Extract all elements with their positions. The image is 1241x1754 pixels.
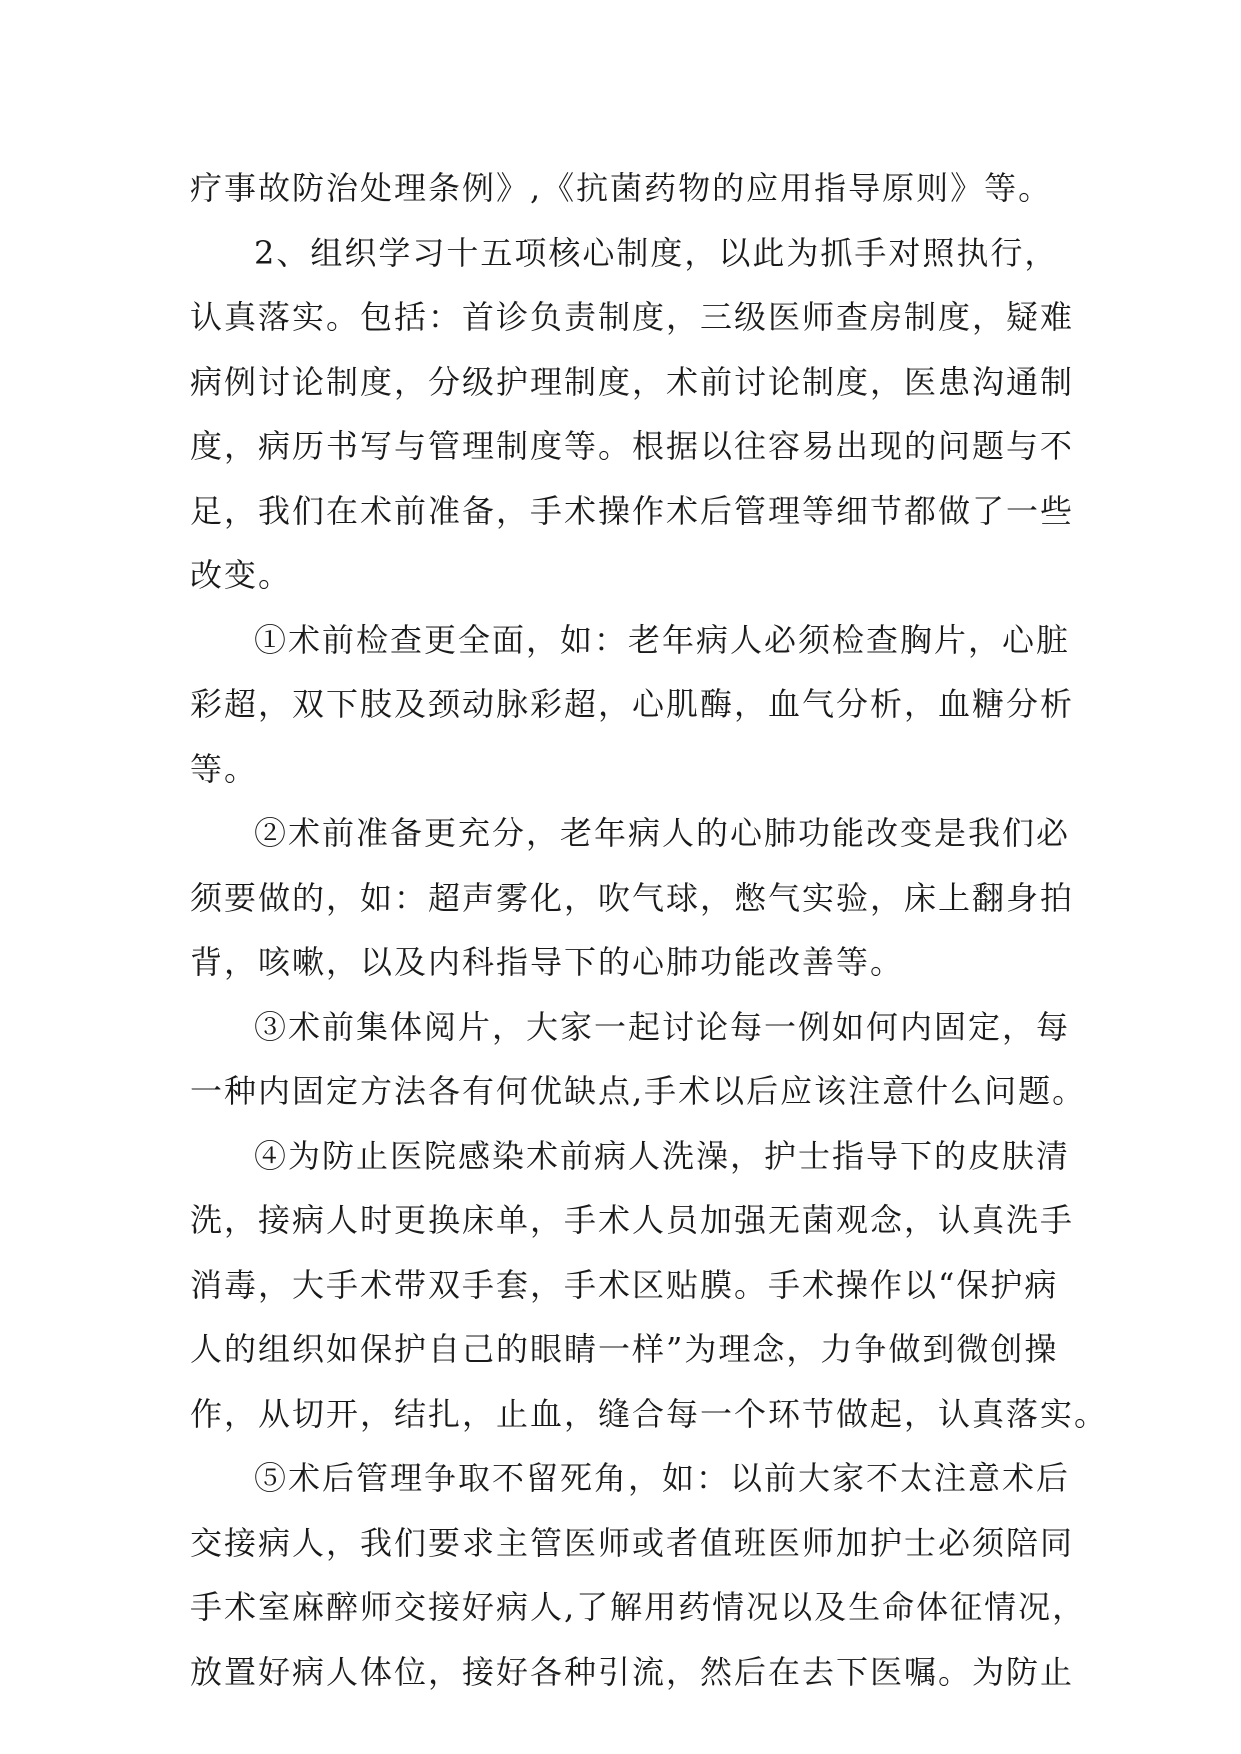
text-line: 等。 <box>190 749 259 788</box>
text-line: 须要做的，如：超声雾化，吹气球，憋气实验，床上翻身拍 <box>190 878 1075 917</box>
text-line: 一种内固定方法各有何优缺点,手术以后应该注意什么问题。 <box>190 1072 1087 1110</box>
text-line: 彩超，双下肢及颈动脉彩超，心肌酶，血气分析，血糖分析 <box>190 685 1075 723</box>
text-line: 放置好病人体位，接好各种引流，然后在去下医嘱。为防止 <box>190 1652 1075 1691</box>
text-line: 足，我们在术前准备，手术操作术后管理等细节都做了一些 <box>190 491 1075 530</box>
text-line: 改变。 <box>190 556 293 594</box>
text-line: 消毒，大手术带双手套，手术区贴膜。手术操作以“保护病 <box>190 1265 1059 1304</box>
text-line: 交接病人，我们要求主管医师或者值班医师加护士必须陪同 <box>190 1523 1075 1562</box>
paragraph-start-line: ①术前检查更全面，如：老年病人必须检查胸片，心脏 <box>254 620 1071 659</box>
text-line: 度，病历书写与管理制度等。根据以往容易出现的问题与不 <box>190 427 1075 465</box>
text-line: 背，咳嗽，以及内科指导下的心肺功能改善等。 <box>190 943 905 981</box>
text-line: 洗，接病人时更换床单，手术人员加强无菌观念，认真洗手 <box>190 1201 1075 1239</box>
paragraph-start-line: ③术前集体阅片，大家一起讨论每一例如何内固定，每 <box>254 1007 1071 1046</box>
text-line: 疗事故防治处理条例》,《抗菌药物的应用指导原则》等。 <box>190 169 1053 207</box>
text-line: 作，从切开，结扎，止血，缝合每一个环节做起，认真落实。 <box>190 1394 1109 1433</box>
paragraph-start-line: ⑤术后管理争取不留死角，如：以前大家不太注意术后 <box>254 1459 1071 1497</box>
text-line: 病例讨论制度，分级护理制度，术前讨论制度，医患沟通制 <box>190 362 1075 401</box>
text-line: 认真落实。包括：首诊负责制度，三级医师查房制度，疑难 <box>190 298 1075 336</box>
paragraph-start-line: ④为防止医院感染术前病人洗澡，护士指导下的皮肤清 <box>254 1136 1071 1175</box>
paragraph-start-line: ②术前准备更充分，老年病人的心肺功能改变是我们必 <box>254 814 1071 852</box>
paragraph-start-line: 2、组织学习十五项核心制度，以此为抓手对照执行， <box>254 233 1059 272</box>
text-line: 人的组织如保护自己的眼睛一样”为理念，力争做到微创操 <box>190 1330 1059 1368</box>
body-text <box>190 156 1109 1704</box>
text-line: 手术室麻醉师交接好病人,了解用药情况以及生命体征情况， <box>190 1588 1087 1626</box>
